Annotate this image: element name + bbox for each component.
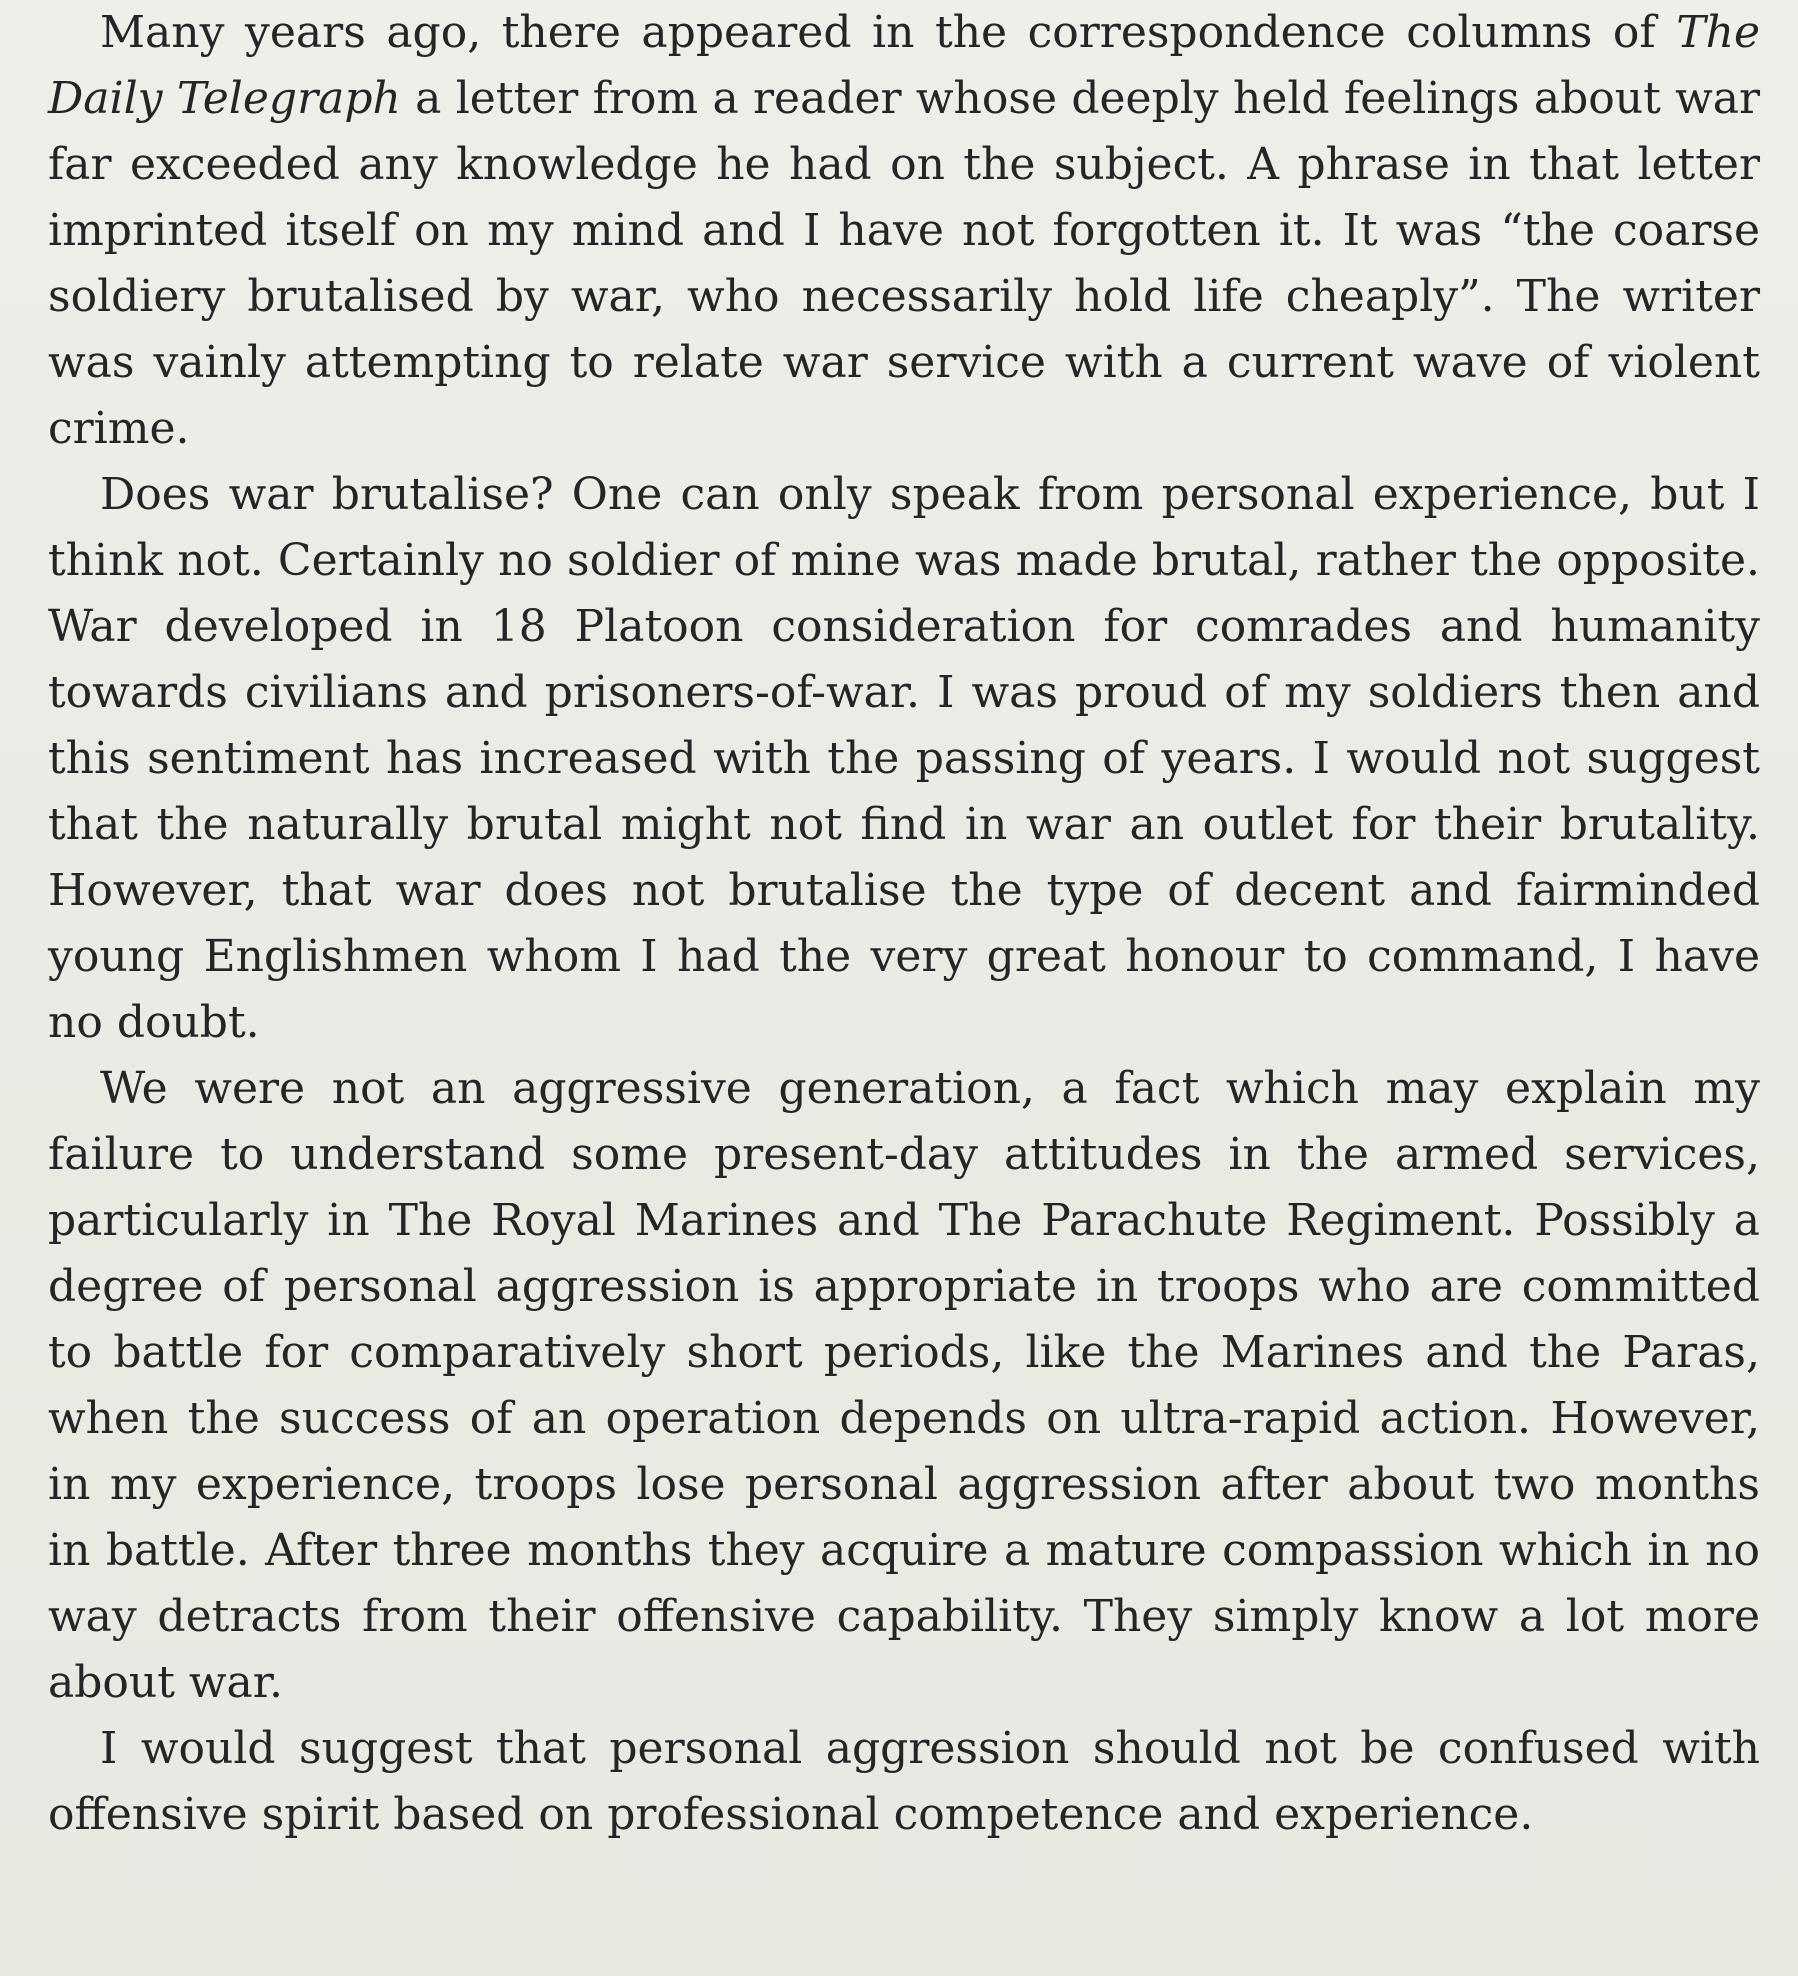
paragraph-1-lead: Many years ago, there appeared in the correspondence columns of	[100, 7, 1677, 58]
paragraph-2: Does war brutalise? One can only speak from personal experience, but I think not. Certainly no soldier of mine was made brutal, rather the opposite. War developed in 18 Platoon consideration for comrades and humanity towards civilians and prisoners-of-war. I was proud of my soldiers then and this sentiment has increased with the passing of years. I would not suggest that the naturally brutal might not find in war an outlet for their brutality. However, that war does not brutalise the type of decent and fairminded young Englishmen whom I had the very great honour to command, I have no doubt.	[48, 469, 1760, 1048]
body-text	[48, 0, 1760, 1848]
paragraph-1-rest: a letter from a reader whose deeply held feelings about war far exceeded any knowledge he had on the subject. A phrase in that letter imprinted itself on my mind and I have not forgotten it. It was “the coarse soldiery brutalised by war, who necessarily hold life cheaply”. The writer was vainly attempting to relate war service with a current wave of violent crime.	[48, 73, 1760, 454]
paragraph-3: We were not an aggressive generation, a fact which may explain my failure to understand some present-day attitudes in the armed services, particularly in The Royal Marines and The Parachute Regiment. Possibly a degree of personal aggression is appropriate in troops who are committed to battle for comparatively short periods, like the Marines and the Paras, when the success of an operation depends on ultra-rapid action. However, in my experience, troops lose personal aggression after about two months in battle. After three months they acquire a mature compassion which in no way detracts from their offensive capability. They simply know a lot more about war.	[48, 1063, 1760, 1708]
paragraph-4: I would suggest that personal aggression should not be confused with offensive spirit based on professional competence and experience.	[48, 1723, 1760, 1840]
paragraph-1	[48, 0, 1760, 462]
newspaper-title: The Daily Telegraph	[48, 7, 1760, 124]
